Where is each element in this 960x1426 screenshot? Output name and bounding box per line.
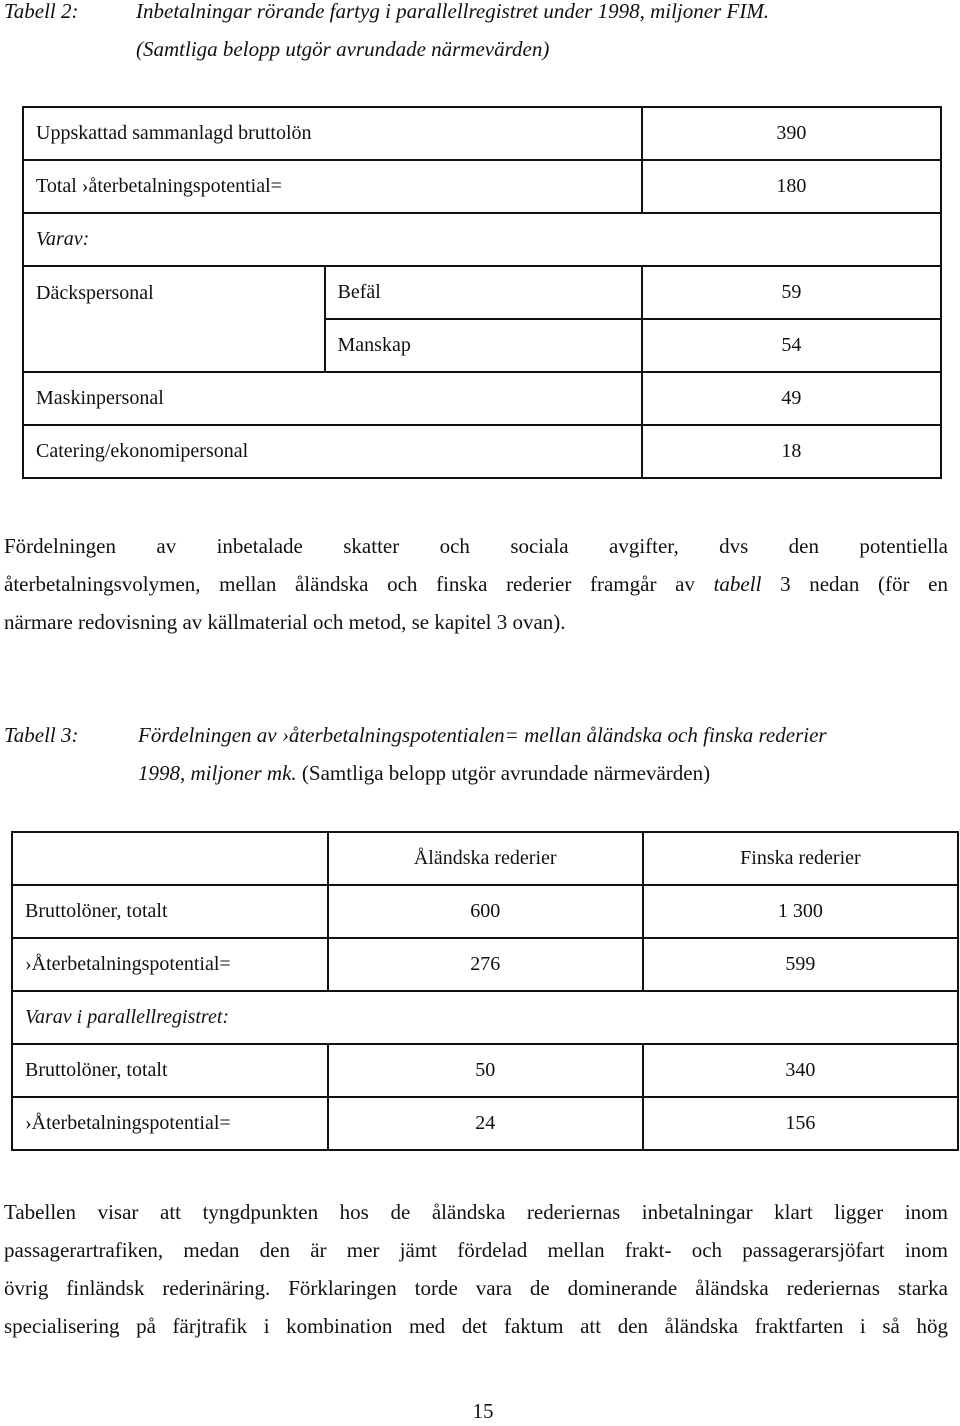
table3-label: Tabell 3: — [4, 723, 79, 747]
table2-row-value: 180 — [642, 160, 941, 213]
table2-row-value: 390 — [642, 107, 941, 160]
paragraph-2-line: Tabellen visar att tyngdpunkten hos de åländska rederiernas inbetalningar klart ligger inom — [4, 1200, 948, 1224]
table3-row-value: 599 — [643, 938, 958, 991]
paragraph-1-text: återbetalningsvolymen, mellan åländska och finska rederier framgår av — [4, 572, 714, 596]
table-row — [23, 107, 941, 160]
table2-of-which: Varav: — [23, 213, 941, 266]
table3-row-value: 156 — [643, 1097, 958, 1150]
table3-row-label: ›Återbetalningspotential= — [12, 1097, 328, 1150]
table-row — [23, 266, 941, 319]
paragraph-1 — [4, 527, 948, 641]
table3-row-value: 50 — [328, 1044, 643, 1097]
table-row — [12, 885, 958, 938]
table2-row-empty — [23, 319, 325, 372]
table3-row-label: Bruttolöner, totalt — [12, 885, 328, 938]
table-row — [23, 160, 941, 213]
table2-row-value: 49 — [642, 372, 941, 425]
page-number: 15 — [472, 1399, 494, 1423]
table3-row-value: 1 300 — [643, 885, 958, 938]
table2-row-label: Däckspersonal — [23, 266, 325, 319]
table2-caption-line2: (Samtliga belopp utgör avrundade närmevärden) — [136, 37, 550, 61]
table-row — [23, 213, 941, 266]
table3-row-value: 276 — [328, 938, 643, 991]
table-row — [23, 319, 941, 372]
table2-row-sublabel: Befäl — [325, 266, 642, 319]
table3-caption-line2-a: 1998, miljoner mk. — [138, 761, 302, 785]
table2-row-label: Total ›återbetalningspotential= — [23, 160, 642, 213]
table-row — [12, 832, 958, 885]
table2-row-value: 54 — [642, 319, 941, 372]
table3-row-value: 340 — [643, 1044, 958, 1097]
table3-header-empty — [12, 832, 328, 885]
table2-caption — [0, 0, 960, 72]
table3-row-label: Bruttolöner, totalt — [12, 1044, 328, 1097]
table2 — [22, 106, 942, 479]
table2-row-value: 59 — [642, 266, 941, 319]
paragraph-1-text: 3 nedan (för en — [761, 572, 948, 596]
table-row — [12, 938, 958, 991]
paragraph-2-line: passagerartrafiken, medan den är mer jämt fördelad mellan frakt- och passagerarsjöfart inom — [4, 1238, 948, 1262]
table2-row-value: 18 — [642, 425, 941, 478]
table2-row-label: Uppskattad sammanlagd bruttolön — [23, 107, 642, 160]
paragraph-1-emphasis: tabell — [713, 572, 762, 596]
table3-caption — [0, 716, 960, 796]
table-row — [12, 1044, 958, 1097]
paragraph-2-line: specialisering på färjtrafik i kombination med det faktum att den åländska fraktfarten i så hög — [4, 1314, 948, 1338]
table3-caption-line1: Fördelningen av ›återbetalningspotentialen= mellan åländska och finska rederier — [138, 723, 827, 747]
table2-row-label: Catering/ekonomipersonal — [23, 425, 642, 478]
table3-sub-heading: Varav i parallellregistret: — [12, 991, 958, 1044]
paragraph-2 — [4, 1193, 948, 1345]
table3-caption-line2 — [138, 754, 710, 792]
paragraph-1-line — [4, 565, 948, 603]
paragraph-1-line: Fördelningen av inbetalade skatter och sociala avgifter, dvs den potentiella — [4, 534, 948, 558]
table3-row-value: 600 — [328, 885, 643, 938]
table-row — [23, 372, 941, 425]
table-row — [23, 425, 941, 478]
table3-header-aland: Åländska rederier — [328, 832, 643, 885]
table2-label: Tabell 2: — [4, 0, 79, 23]
table3-row-value: 24 — [328, 1097, 643, 1150]
table3-header-finland: Finska rederier — [643, 832, 958, 885]
table3-row-label: ›Återbetalningspotential= — [12, 938, 328, 991]
table-row — [12, 1097, 958, 1150]
table3-caption-line2-b: (Samtliga belopp utgör avrundade närmevärden) — [301, 761, 711, 785]
table2-row-sublabel: Manskap — [325, 319, 642, 372]
paragraph-1-line: närmare redovisning av källmaterial och metod, se kapitel 3 ovan). — [4, 610, 566, 634]
table-row — [12, 991, 958, 1044]
table2-row-label: Maskinpersonal — [23, 372, 642, 425]
table3 — [11, 831, 959, 1151]
table2-caption-line1: Inbetalningar rörande fartyg i parallellregistret under 1998, miljoner FIM. — [136, 0, 770, 23]
paragraph-2-line: övrig finländsk rederinäring. Förklaringen torde vara de dominerande åländska rederiernas starka — [4, 1276, 948, 1300]
